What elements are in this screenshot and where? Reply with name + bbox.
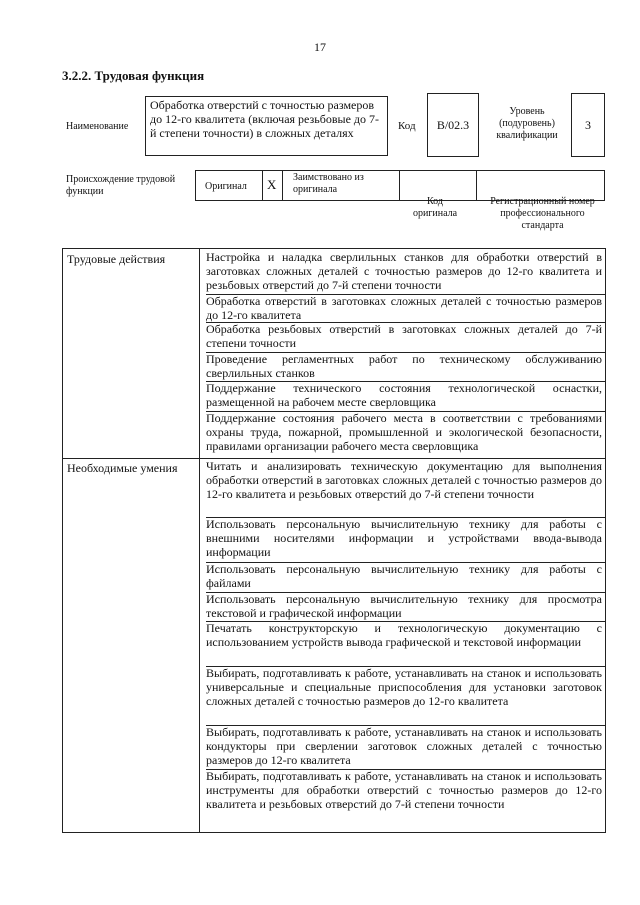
- skill-item: Читать и анализировать техническую документацию для выполнения обработки отверстий в заготовках сложных деталей с точностью размеров до 12-го квалитета и резьбовых отверстий до 7-й степени точности: [206, 459, 602, 501]
- name-label: Наименование: [66, 121, 129, 132]
- borrowed-label: Заимствовано из оригинала: [293, 172, 364, 195]
- skill-item: Использовать персональную вычислительную технику для просмотра текстовой и графической информации: [206, 592, 602, 620]
- labor-actions-label: Трудовые действия: [67, 252, 166, 266]
- skill-item: Выбирать, подготавливать к работе, устанавливать на станок и использовать универсальные и специальные приспособления для установки заготовок сложных деталей с точностью размеров до 12-го квалитета: [206, 666, 602, 708]
- original-label: Оригинал: [205, 181, 247, 192]
- required-skills-label: Необходимые умения: [67, 461, 178, 475]
- labor-action-item: Обработка резьбовых отверстий в заготовках сложных деталей до 7-й степени точности: [206, 322, 602, 350]
- level-label: Уровень (подуровень) квалификации: [496, 106, 558, 141]
- skill-item: Выбирать, подготавливать к работе, устанавливать на станок и использовать кондукторы при сверлении заготовок сложных деталей с точностью размеров до 12-го квалитета: [206, 725, 602, 767]
- level-value: 3: [571, 93, 605, 157]
- skill-item: Выбирать, подготавливать к работе, устанавливать на станок и использовать инструменты для обработки отверстий с точностью размеров до 12-го квалитета и резьбовых отверстий до 7-й степени точности: [206, 769, 602, 811]
- skill-item: Использовать персональную вычислительную технику для работы с внешними носителями информации и устройствами ввода-вывода информации: [206, 517, 602, 559]
- reg-number-label: Регистрационный номер профессионального стандарта: [490, 196, 595, 231]
- labor-action-item: Поддержание технического состояния технологической оснастки, размещенной на рабочем месте сверловщика: [206, 381, 602, 409]
- labor-action-item: Обработка отверстий в заготовках сложных деталей с точностью размеров до 12-го квалитета: [206, 294, 602, 322]
- page-number: 17: [314, 40, 326, 54]
- code-value: B/02.3: [427, 93, 479, 157]
- original-mark: X: [267, 177, 277, 192]
- skill-item: Использовать персональную вычислительную технику для работы с файлами: [206, 562, 602, 590]
- code-label: Код: [398, 120, 416, 132]
- skill-item: Печатать конструкторскую и технологическую документацию с использованием устройств вывода графической и текстовой информации: [206, 621, 602, 649]
- labor-action-item: Поддержание состояния рабочего места в соответствии с требованиями охраны труда, пожарной, промышленной и экологической безопасности, правилами организации рабочего места сверловщика: [206, 411, 602, 453]
- labor-action-item: Настройка и наладка сверлильных станков для обработки отверстий в заготовках сложных деталей с точностью размеров до 12-го квалитета и резьбовых отверстий до 7-й степени точности: [206, 250, 602, 292]
- section-title: 3.2.2. Трудовая функция: [62, 68, 205, 83]
- labor-action-item: Проведение регламентных работ по техническому обслуживанию сверлильных станков: [206, 352, 602, 380]
- code-original-label: Код оригинала: [412, 196, 458, 219]
- origin-label: Происхождение трудовой функции: [66, 174, 176, 197]
- name-value: Обработка отверстий с точностью размеров до 12-го квалитета (включая резьбовые до 7-й степени точности) в сложных деталях: [145, 96, 388, 156]
